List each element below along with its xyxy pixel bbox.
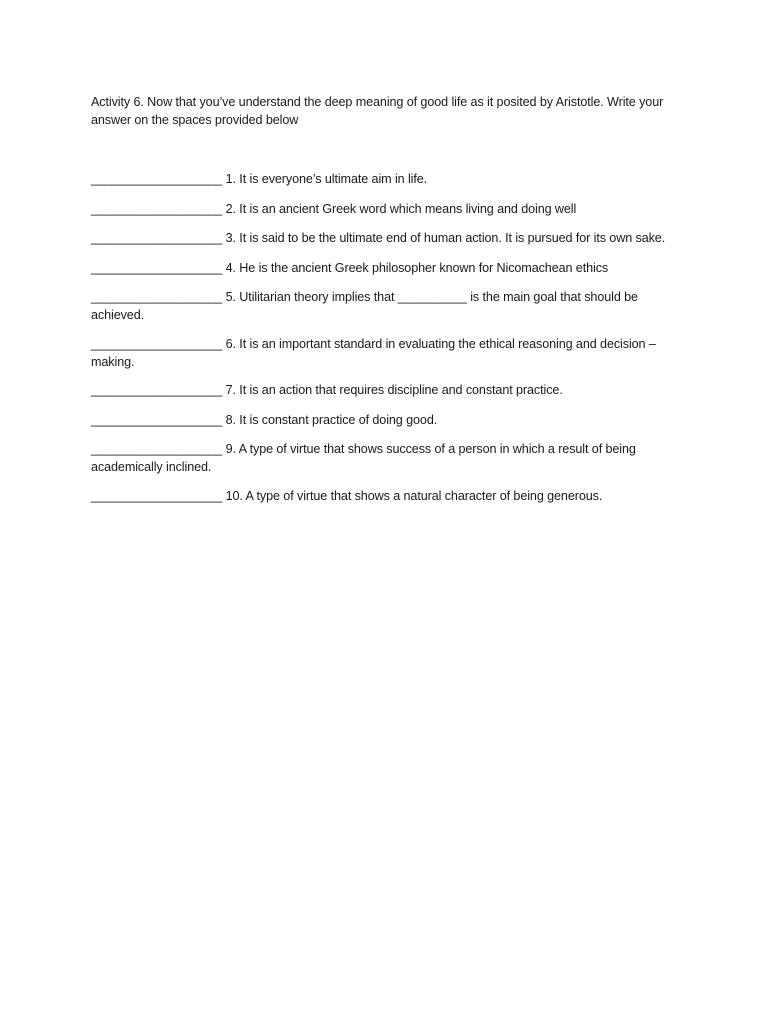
- question-text: 2. It is an ancient Greek word which means living and doing well: [225, 201, 577, 216]
- question-item-6: [91, 335, 681, 371]
- question-text: 1. It is everyone’s ultimate aim in life.: [225, 172, 428, 186]
- answer-blank: ___________________: [91, 172, 223, 186]
- question-list: [91, 170, 681, 516]
- answer-blank: ___________________: [91, 201, 223, 216]
- question-text: 6. It is an important standard in evaluating the ethical reasoning and decision – making.: [91, 336, 656, 369]
- answer-blank: ___________________: [91, 336, 223, 351]
- question-item-7: [91, 381, 681, 399]
- activity-instructions: Activity 6. Now that you’ve understand the deep meaning of good life as it posited by Aristotle. Write your answer on the spaces provided below: [91, 95, 664, 127]
- question-item-5: [91, 288, 681, 324]
- question-item-3: [91, 229, 681, 247]
- question-item-8: [91, 411, 681, 429]
- answer-blank: ___________________: [91, 412, 223, 427]
- answer-blank: ___________________: [91, 260, 223, 275]
- question-text: 8. It is constant practice of doing good.: [225, 412, 438, 427]
- question-text: 10. A type of virtue that shows a natural character of being generous.: [225, 488, 603, 503]
- question-item-9: [91, 440, 681, 476]
- question-item-4: [91, 259, 681, 277]
- question-text: 7. It is an action that requires discipline and constant practice.: [225, 383, 563, 397]
- answer-blank: ___________________: [91, 290, 223, 304]
- answer-blank: ___________________: [91, 231, 223, 245]
- answer-blank: ___________________: [91, 488, 223, 503]
- answer-blank: ___________________: [91, 442, 223, 456]
- question-item-2: [91, 200, 681, 218]
- question-item-10: [91, 487, 681, 505]
- question-text: 4. He is the ancient Greek philosopher known for Nicomachean ethics: [225, 260, 609, 275]
- question-item-1: [91, 170, 681, 188]
- question-text: 3. It is said to be the ultimate end of human action. It is pursued for its own sake.: [225, 231, 666, 245]
- question-text: 9. A type of virtue that shows success of a person in which a result of being academically inclined.: [91, 442, 636, 474]
- answer-blank: ___________________: [91, 383, 223, 397]
- question-text: 5. Utilitarian theory implies that __________ is the main goal that should be achieved.: [91, 290, 638, 322]
